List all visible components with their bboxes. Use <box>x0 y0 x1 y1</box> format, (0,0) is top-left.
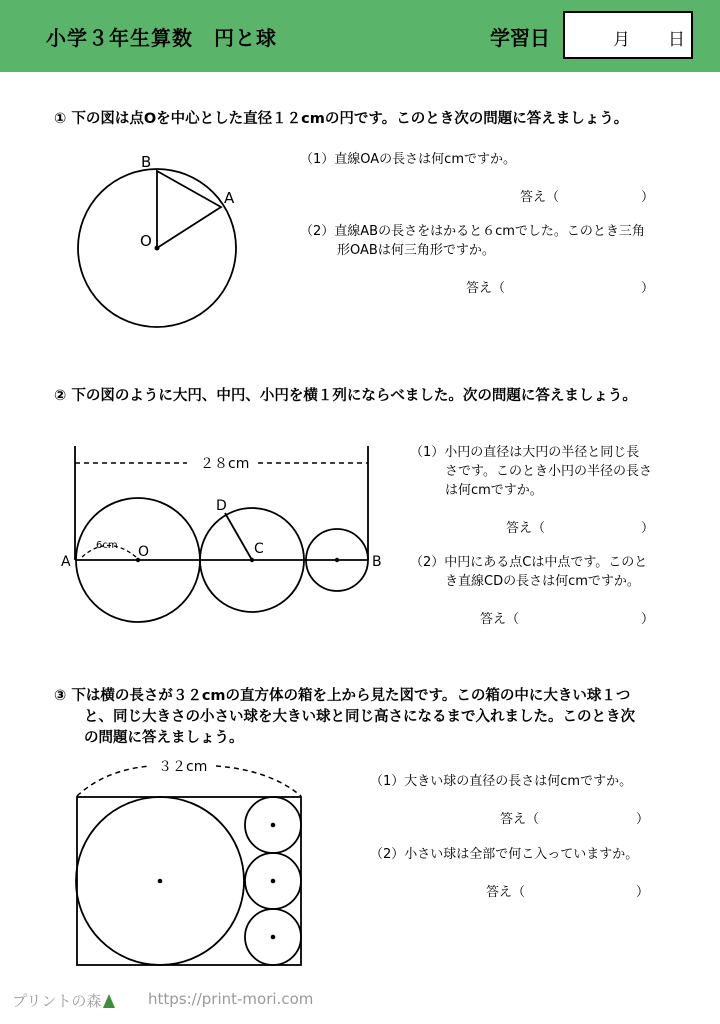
s2-answer2-open: 答え（ <box>480 612 520 627</box>
day-label: 日 <box>668 30 685 50</box>
section3-title-line1: ③ 下は横の長さが３２cmの直方体の箱を上から見た図です。この箱の中に大きい球１つ <box>54 688 631 704</box>
figure2 <box>75 446 368 622</box>
figure3-small-center-3 <box>271 935 276 940</box>
figure2-label-b: B <box>372 554 382 570</box>
s2-question1-line2: さです。このとき小円の半径の長さ <box>445 464 652 479</box>
s1-answer1-open: 答え（ <box>520 190 560 205</box>
s1-answer2-open: 答え（ <box>466 281 506 296</box>
section3-title-line2: と、同じ大きさの小さい球を大きい球と同じ高さになるまで入れました。このとき次 <box>84 709 635 725</box>
figure2-point-c <box>250 558 254 562</box>
figure3-width-label: ３２cm <box>158 759 208 775</box>
figure1-label-b: B <box>141 153 152 171</box>
s2-question2-line1: （2）中円にある点Cは中点です。このと <box>410 555 648 570</box>
s3-answer2-field[interactable] <box>528 879 632 899</box>
s1-answer1-field[interactable] <box>560 184 640 204</box>
figure2-width-label: ２８cm <box>200 456 250 472</box>
s2-answer1-field[interactable] <box>548 515 638 535</box>
s1-answer2-field[interactable] <box>508 275 638 295</box>
figure2-radius-label: 6cm <box>96 540 118 551</box>
footer-url[interactable]: https://print-mori.com <box>148 990 314 1008</box>
s2-answer1-open: 答え（ <box>506 521 546 536</box>
figure1-label-o: O <box>140 232 152 250</box>
s3-answer1-close: ） <box>636 812 650 827</box>
section3-title-line3: の問題に答えましょう。 <box>84 730 244 746</box>
s2-question2-line2: き直線CDの長さは何cmですか。 <box>445 574 640 589</box>
s2-question1-line1: （1）小円の直径は大円の半径と同じ長 <box>410 445 640 460</box>
date-label: 学習日 <box>490 26 550 50</box>
s1-answer2-close: ） <box>641 281 655 296</box>
s3-answer1-field[interactable] <box>542 806 632 826</box>
figure3 <box>76 766 301 965</box>
s1-question2-line1: （2）直線ABの長さをはかると６cmでした。このとき三角 <box>300 224 645 239</box>
month-label: 月 <box>613 30 630 50</box>
figure2-radius-cd <box>225 513 252 560</box>
figure1-triangle <box>157 171 221 248</box>
s1-question1: （1）直線OAの長さは何cmですか。 <box>300 152 516 167</box>
s3-answer2-close: ） <box>636 885 650 900</box>
figure3-box <box>77 797 301 965</box>
figure3-small-center-1 <box>271 823 276 828</box>
figure1-center-dot <box>155 246 160 251</box>
page-title: 小学３年生算数 円と球 <box>46 26 277 50</box>
figure2-point-small-center <box>335 558 339 562</box>
figure3-dimension-arc-left <box>77 766 150 796</box>
s2-answer2-close: ） <box>641 612 655 627</box>
section2-title: ② 下の図のように大円、中円、小円を横１列にならべました。次の問題に答えましょう。 <box>54 388 637 404</box>
s2-answer2-field[interactable] <box>522 606 638 626</box>
figure2-label-d: D <box>216 498 227 514</box>
s3-question1: （1）大きい球の直径の長さは何cmですか。 <box>370 774 633 789</box>
s1-question2-line2: 形OABは何三角形ですか。 <box>337 243 495 258</box>
figure3-small-center-2 <box>271 879 276 884</box>
footer-site-name: プリントの森 <box>12 992 102 1010</box>
figure2-label-a: A <box>61 554 71 570</box>
section1-title: ① 下の図は点Oを中心とした直径１２cmの円です。このとき次の問題に答えましょう。 <box>54 111 629 127</box>
figure2-label-c: C <box>254 541 264 557</box>
figure2-label-o: O <box>138 544 150 560</box>
s2-question1-line3: は何cmですか。 <box>445 483 543 498</box>
tree-icon <box>103 994 115 1008</box>
s1-answer1-close: ） <box>641 190 655 205</box>
s3-answer2-open: 答え（ <box>486 885 526 900</box>
s2-answer1-close: ） <box>641 521 655 536</box>
figure1-label-a: A <box>224 189 235 207</box>
figure3-dimension-arc-right <box>216 766 301 796</box>
s3-answer1-open: 答え（ <box>500 812 540 827</box>
figure3-large-center <box>158 879 163 884</box>
s3-question2: （2）小さい球は全部で何こ入っていますか。 <box>370 847 639 862</box>
footer-logo <box>12 990 115 1011</box>
